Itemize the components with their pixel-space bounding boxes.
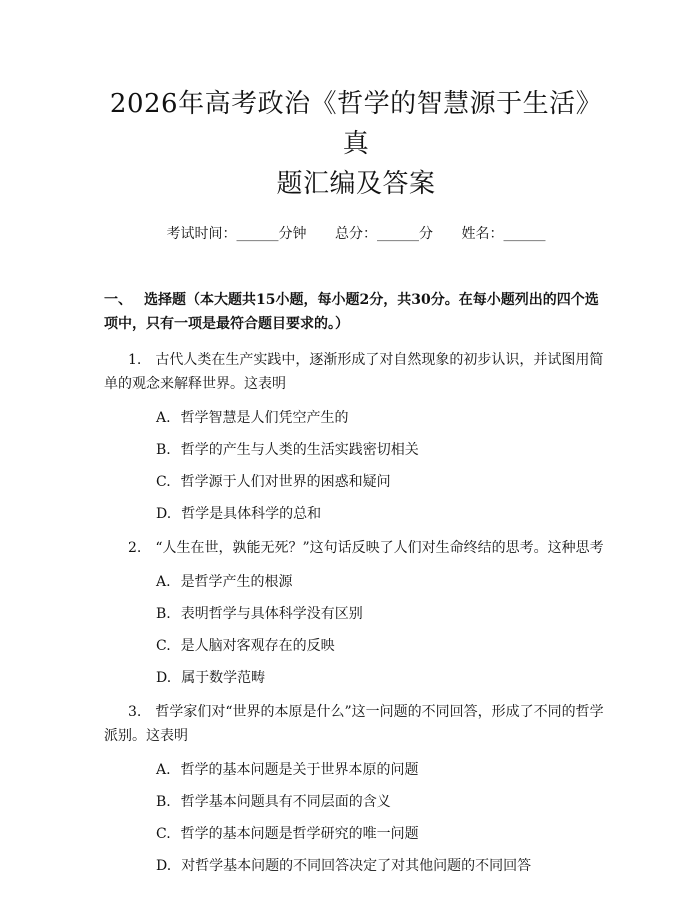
exam-time-label: 考试时间：: [166, 226, 237, 242]
question-text: 古代人类在生产实践中，逐渐形成了对自然现象的初步认识，并试图用简单的观念来解释世界。这表明: [104, 352, 604, 392]
student-name-blank: ______: [503, 226, 546, 242]
student-name-label: 姓名：: [461, 226, 504, 242]
total-score-label: 总分：: [335, 226, 377, 242]
option-letter: A.: [156, 410, 171, 426]
question-1: [104, 348, 608, 524]
option-text: 属于数学范畴: [181, 670, 266, 686]
exam-time-field: [167, 226, 307, 242]
option-letter: C.: [156, 826, 171, 842]
option-text: 哲学的基本问题是哲学研究的唯一问题: [180, 826, 419, 842]
option-text: 哲学的产生与人类的生活实践密切相关: [180, 442, 419, 458]
option-text: 哲学是具体科学的总和: [181, 506, 322, 522]
title-line-2: 题汇编及答案: [276, 169, 436, 199]
option-letter: D.: [156, 506, 172, 522]
student-name-field: [461, 226, 545, 242]
option-c: [104, 636, 608, 656]
page-title: [104, 0, 608, 204]
question-stem: [104, 700, 608, 748]
option-d: [104, 856, 608, 876]
option-letter: D.: [156, 670, 172, 686]
exam-meta: [104, 224, 608, 244]
option-list: [104, 572, 608, 688]
question-text: 哲学家们对“世界的本原是什么”这一问题的不同回答，形成了不同的哲学派别。这表明: [104, 704, 604, 744]
question-number: 1.: [128, 352, 142, 368]
question-text: “人生在世，孰能无死？”这句话反映了人们对生命终结的思考。这种思考: [155, 540, 604, 556]
question-stem: [104, 536, 608, 560]
question-number: 3.: [128, 704, 142, 720]
option-letter: C.: [156, 638, 171, 654]
total-score-unit: 分: [419, 226, 433, 242]
option-text: 哲学基本问题具有不同层面的含义: [180, 794, 391, 810]
option-letter: B.: [156, 606, 171, 622]
option-text: 对哲学基本问题的不同回答决定了对其他问题的不同回答: [181, 858, 532, 874]
option-c: [104, 824, 608, 844]
option-letter: A.: [156, 762, 171, 778]
title-line-1: 2026年高考政治《哲学的智慧源于生活》真: [109, 89, 603, 159]
option-text: 哲学智慧是人们凭空产生的: [180, 410, 349, 426]
question-number: 2.: [128, 540, 142, 556]
option-b: [104, 440, 608, 460]
option-c: [104, 472, 608, 492]
section-heading: [104, 288, 608, 336]
exam-time-blank: ______: [236, 226, 279, 242]
option-letter: D.: [156, 858, 172, 874]
option-a: [104, 408, 608, 428]
option-list: [104, 760, 608, 876]
option-letter: B.: [156, 442, 171, 458]
option-text: 哲学源于人们对世界的困惑和疑问: [180, 474, 391, 490]
option-text: 表明哲学与具体科学没有区别: [180, 606, 363, 622]
option-b: [104, 604, 608, 624]
question-stem: [104, 348, 608, 396]
question-3: [104, 700, 608, 876]
option-a: [104, 760, 608, 780]
total-score-field: [335, 226, 433, 242]
option-letter: A.: [156, 574, 171, 590]
option-letter: B.: [156, 794, 171, 810]
section-number: 一、: [104, 292, 132, 308]
option-list: [104, 408, 608, 524]
exam-time-unit: 分钟: [278, 226, 307, 242]
option-d: [104, 504, 608, 524]
total-score-blank: ______: [377, 226, 419, 242]
option-text: 哲学的基本问题是关于世界本原的问题: [180, 762, 419, 778]
option-b: [104, 792, 608, 812]
option-text: 是人脑对客观存在的反映: [180, 638, 335, 654]
option-letter: C.: [156, 474, 171, 490]
question-2: [104, 536, 608, 688]
option-text: 是哲学产生的根源: [180, 574, 293, 590]
option-a: [104, 572, 608, 592]
section-instructions: 选择题（本大题共15小题，每小题2分，共30分。在每小题列出的四个选项中，只有一项是最符合题目要求的。）: [104, 292, 599, 332]
option-d: [104, 668, 608, 688]
